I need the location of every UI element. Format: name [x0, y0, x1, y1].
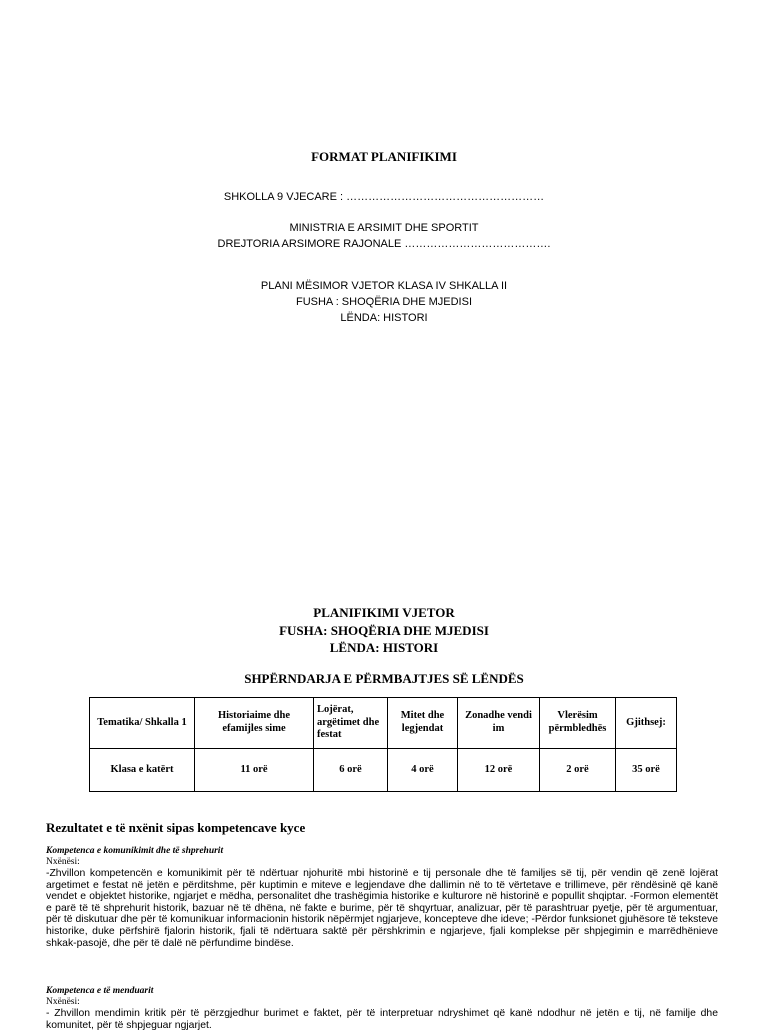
table-cell: 35 orë [616, 749, 677, 792]
distribution-title: SHPËRNDARJA E PËRMBAJTJES SË LËNDËS [244, 671, 524, 686]
results-title: Rezultatet e të nxënit sipas kompetencave kyce [46, 820, 306, 835]
competence-title: Kompetenca e të menduarit [46, 986, 154, 996]
annual-plan-title: PLANIFIKIMI VJETOR [313, 605, 455, 620]
table-header-cell: Gjithsej: [616, 698, 677, 749]
table-header-cell: Vlerësim përmbledhës [540, 698, 616, 749]
table-cell: 2 orë [540, 749, 616, 792]
table-header-cell: Tematika/ Shkalla 1 [90, 698, 195, 749]
table-header-cell: Zonadhe vendi im [458, 698, 540, 749]
format-title: FORMAT PLANIFIKIMI [311, 149, 457, 164]
plan-line: PLANI MËSIMOR VJETOR KLASA IV SHKALLA II [260, 280, 508, 292]
table-header-cell: Historiaime dhe efamijles sime [195, 698, 314, 749]
learner-label: Nxënësi: [46, 997, 80, 1007]
competence-title: Kompetenca e komunikimit dhe të shprehurit [46, 846, 224, 856]
field-line: FUSHA : SHOQËRIA DHE MJEDISI [295, 296, 473, 308]
table-header-cell: Lojërat, argëtimet dhe festat [314, 698, 388, 749]
table-cell: Klasa e katërt [90, 749, 195, 792]
table-header-cell: Mitet dhe legjendat [388, 698, 458, 749]
table-cell: 11 orë [195, 749, 314, 792]
table-cell: 12 orë [458, 749, 540, 792]
learner-label: Nxënësi: [46, 857, 80, 867]
ministry-line: MINISTRIA E ARSIMIT DHE SPORTIT [289, 222, 479, 234]
table-cell: 6 orë [314, 749, 388, 792]
subject-line: LËNDA: HISTORI [340, 312, 428, 324]
table-header-row [90, 698, 677, 749]
annual-field: FUSHA: SHOQËRIA DHE MJEDISI [279, 623, 489, 638]
content-distribution-table [89, 697, 677, 792]
table-cell: 4 orë [388, 749, 458, 792]
regional-directory-line: DREJTORIA ARSIMORE RAJONALE …………………………………. [217, 238, 551, 250]
annual-subject: LËNDA: HISTORI [329, 640, 439, 655]
competence-body: -Zhvillon kompetencën e komunikimit për të ndërtuar njohuritë mbi historinë e tij personale dhe të familjes së tij, për vendin që zenë lojërat argetimet e festat në jetën e përditshme, për kuptimin e miteve e legjendave dhe dallimin në to të vërtetave e trillimeve, për rëndësinë që kanë vendet e objektet historike, ngjarjet e mëdha, personalitet dhe trashëgimia historike e kulturore në historinë e popullit shqiptar. -Formon elementët e parë të të shprehurit historik, bazuar në të dhëna, në fakte e burime, për të shqyrtuar, analizuar, për të parashtruar pyetje, për të argumentuar, për të diskutuar dhe për të komunikuar informacionin historik nëpërmjet ngjarjeve, koncepteve dhe ideve; -Përdor funksionet gjuhësore të teksteve historike, duke përfshirë fjalorin historik, fjali të ndërtuara saktë për përshkrimin e ngjarjeve, fjali komplekse për shpjegimin e marrëdhënieve shkak-pasojë, dhe për të dalë në përfundime bindëse. [46, 868, 718, 949]
competence-body: - Zhvillon mendimin kritik për të përzgjedhur burimet e faktet, për të interpretuar ndryshimet që kanë ndodhur në jetën e tij, në familje dhe komunitet, për të shpjeguar ngjarjet. [46, 1008, 718, 1031]
table-row [90, 749, 677, 792]
school-line: SHKOLLA 9 VJECARE : ……………………………………………… [223, 191, 545, 203]
